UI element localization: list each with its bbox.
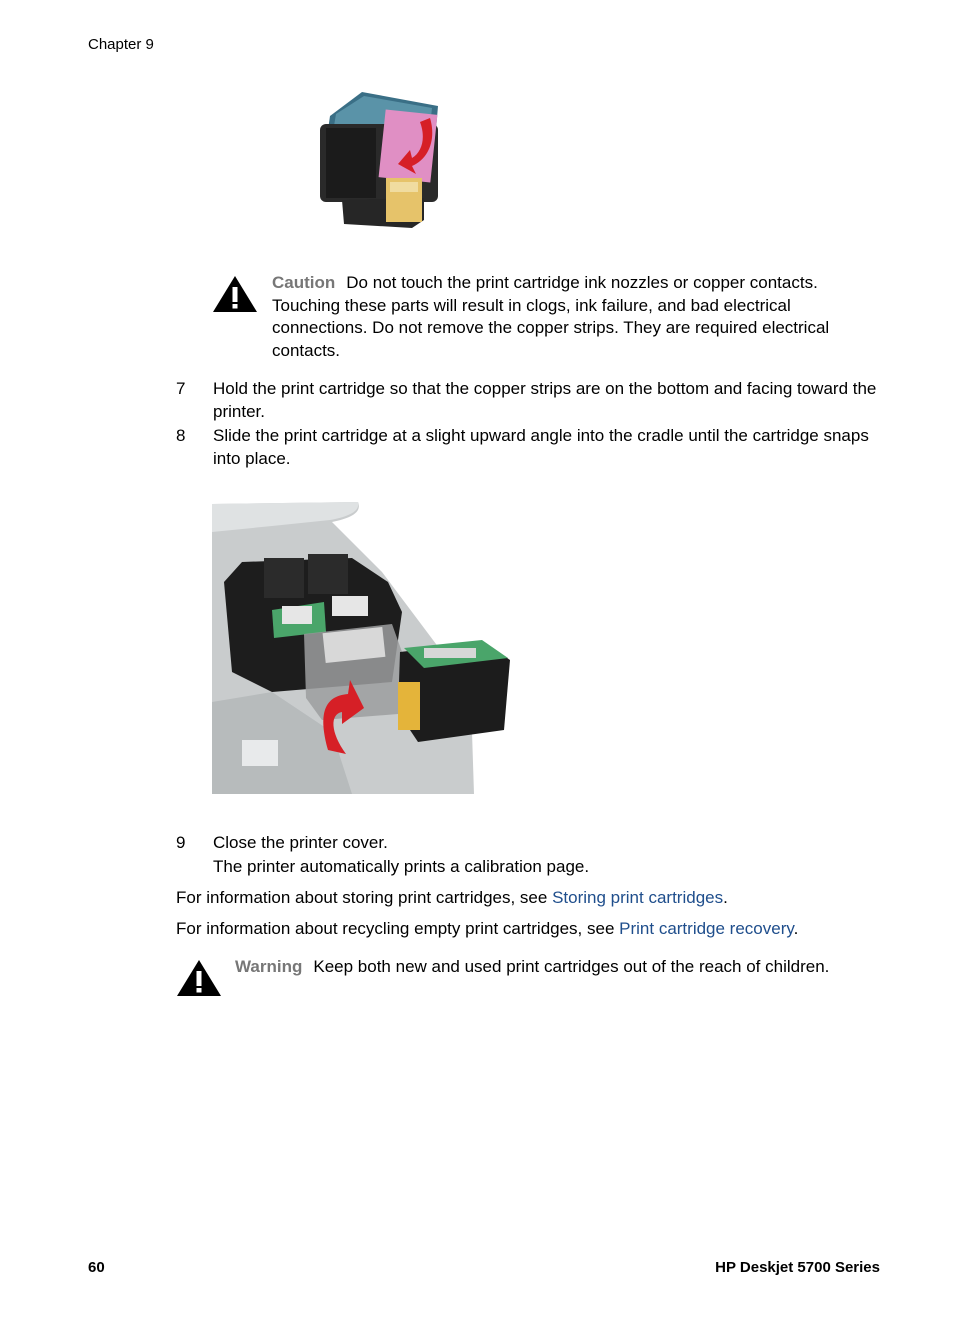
caution-body: Do not touch the print cartridge ink nozzles or copper contacts. Touching these parts will result in clogs, ink failure, and bad electrical connections. Do not remove the copper strips. They are required electrical contacts. [272,273,830,360]
storing-print-cartridges-link[interactable]: Storing print cartridges [552,888,724,907]
print-cartridge-recovery-link[interactable]: Print cartridge recovery [619,919,794,938]
caution-icon [212,274,258,314]
step-9-result: The printer automatically prints a calibration page. [213,857,590,876]
step-text: Close the printer cover. [213,833,388,852]
paragraph-text: For information about storing print cartridges, see [176,888,553,907]
cartridge-tape-removal-image [312,86,446,232]
product-name: HP Deskjet 5700 Series [715,1259,880,1276]
warning-body: Keep both new and used print cartridges out of the reach of children. [313,957,830,976]
page-number: 60 [88,1259,105,1276]
paragraph-text: For information about recycling empty print cartridges, see [176,919,620,938]
warning-label: Warning [235,957,303,976]
step-number: 8 [176,426,186,445]
recycling-paragraph [176,918,798,940]
paragraph-text: . [723,888,728,907]
caution-label: Caution [272,273,336,292]
warning-icon [176,958,222,998]
caution-note [272,272,884,362]
chapter-header: Chapter 9 [88,36,154,53]
step-number: 7 [176,379,186,398]
paragraph-text: . [793,919,799,938]
warning-note [235,956,829,978]
step-text: Slide the print cartridge at a slight upward angle into the cradle until the cartridge snaps into place. [213,426,869,468]
step-text: Hold the print cartridge so that the copper strips are on the bottom and facing toward the printer. [213,379,877,421]
storing-paragraph [176,887,728,909]
step-number: 9 [176,833,186,852]
cartridge-insertion-image [212,502,512,798]
